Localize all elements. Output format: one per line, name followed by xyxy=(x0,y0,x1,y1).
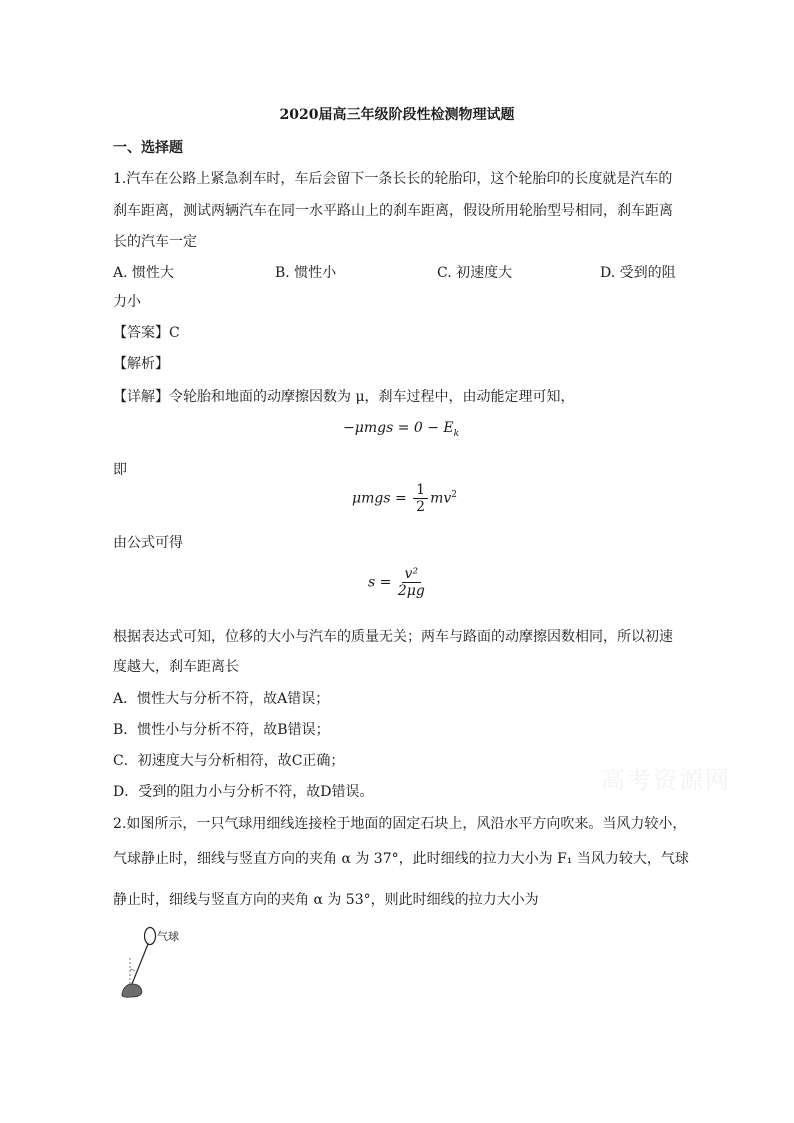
q2-text-line3: 静止时，细线与竖直方向的夹角 α 为 53°，则此时细线的拉力大小为 xyxy=(113,892,539,908)
equation-1 xyxy=(343,420,459,439)
q1-text-line3: 长的汽车一定 xyxy=(113,234,197,250)
string-line xyxy=(132,944,148,984)
equation-3-numerator: v² xyxy=(402,566,422,583)
q1-option-c: C. 初速度大 xyxy=(437,265,513,281)
equation-3-fraction xyxy=(398,566,425,599)
equation-2-superscript: 2 xyxy=(451,489,457,500)
equation-2-numerator: 1 xyxy=(413,482,428,499)
equation-2 xyxy=(352,482,457,515)
q1-option-d: D. 受到的阻 xyxy=(600,265,676,281)
detail-line: 【详解】令轮胎和地面的动摩擦因数为 μ，刹车过程中，由动能定理可知， xyxy=(113,389,575,405)
figure-label-balloon: 气球 xyxy=(157,930,179,943)
equation-3-left: s = xyxy=(368,574,392,591)
ji-line: 即 xyxy=(113,462,127,478)
conclusion-line1: 根据表达式可知，位移的大小与汽车的质量无关；两车与路面的动摩擦因数相同，所以初速 xyxy=(113,629,673,645)
analysis-heading: 【解析】 xyxy=(113,356,169,372)
q1-option-b: B. 惯性小 xyxy=(275,265,337,281)
q1-text-line2: 刹车距离，测试两辆汽车在同一水平路山上的刹车距离，假设所用轮胎型号相同，刹车距离 xyxy=(113,203,673,219)
equation-2-left: μmgs = xyxy=(352,490,407,507)
equation-2-right: mv xyxy=(430,490,452,507)
balloon-shape xyxy=(145,928,156,945)
page-title: 2020届高三年级阶段性检测物理试题 xyxy=(279,107,515,123)
equation-1-subscript: k xyxy=(453,428,460,439)
q1-option-a: A. 惯性大 xyxy=(113,265,175,281)
conclusion-line2: 度越大，刹车距离长 xyxy=(113,659,239,675)
q2-text-line1: 2.如图所示，一只气球用细线连接栓于地面的固定石块上，风沿水平方向吹来。当风力较小， xyxy=(113,816,687,832)
equation-2-fraction xyxy=(413,482,428,515)
q1-text-line1: 1.汽车在公路上紧急刹车时，车后会留下一条长长的轮胎印，这个轮胎印的长度就是汽车的 xyxy=(113,171,673,187)
q1-option-d-continued: 力小 xyxy=(113,294,141,310)
equation-1-body: −μmgs = 0 − E xyxy=(343,420,454,436)
equation-3-denominator: 2μg xyxy=(397,583,425,599)
watermark: 高考资源网 xyxy=(601,766,731,794)
answer-explanation-d: D．受到的阻力小与分析不符，故D错误。 xyxy=(113,784,374,800)
answer-line: 【答案】C xyxy=(113,325,180,341)
answer-explanation-a: A．惯性大与分析不符，故A错误； xyxy=(113,691,330,707)
formula-intro-line: 由公式可得 xyxy=(113,535,183,551)
q2-text-line2: 气球静止时，细线与竖直方向的夹角 α 为 37°，此时细线的拉力大小为 F₁ 当风力较大，气球 xyxy=(113,851,689,867)
answer-explanation-b: B．惯性小与分析不符，故B错误； xyxy=(113,722,330,738)
angle-arc xyxy=(130,970,135,971)
section-heading: 一、选择题 xyxy=(113,140,183,156)
rock-shape xyxy=(122,984,142,997)
equation-3 xyxy=(368,566,427,599)
answer-explanation-c: C．初速度大与分析相符，故C正确； xyxy=(113,753,345,769)
equation-2-denominator: 2 xyxy=(416,499,426,515)
